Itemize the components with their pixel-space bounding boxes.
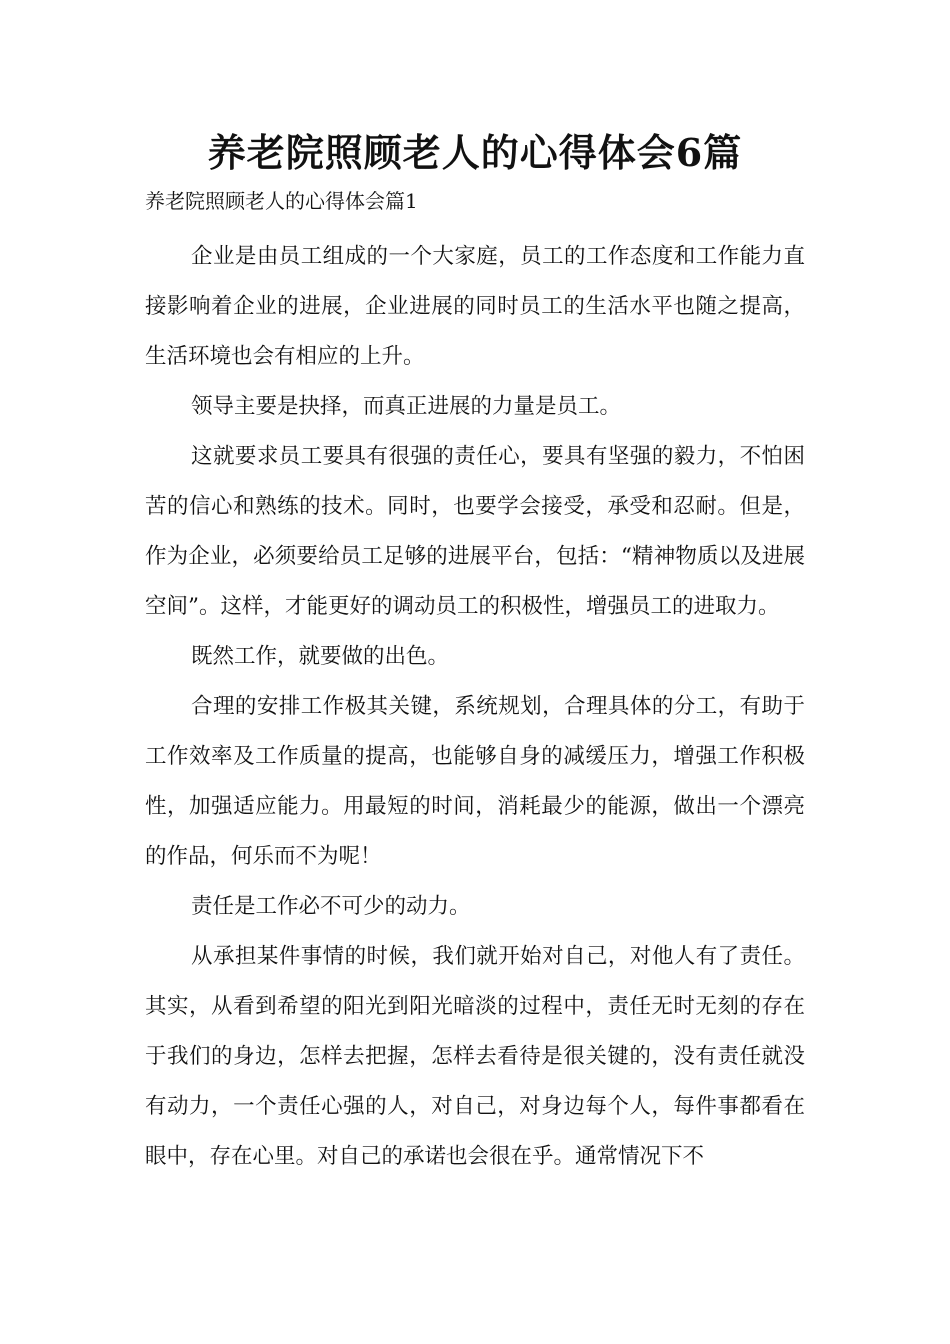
paragraph: 责任是工作必不可少的动力。 <box>191 894 471 919</box>
paragraph: 领导主要是抉择，而真正进展的力量是员工。 <box>191 394 622 419</box>
paragraph: 企业是由员工组成的一个大家庭，员工的工作态度和工作能力直接影响着企业的进展，企业进展的同时员工的生活水平也随之提高，生活环境也会有相应的上升。 <box>145 244 805 369</box>
paragraph: 这就要求员工要具有很强的责任心，要具有坚强的毅力，不怕困苦的信心和熟练的技术。同时，也要学会接受，承受和忍耐。但是，作为企业，必须要给员工足够的进展平台，包括：“精神物质以及进展空间”。这样，才能更好的调动员工的积极性，增强员工的进取力。 <box>145 444 805 619</box>
paragraph: 既然工作，就要做的出色。 <box>191 644 450 669</box>
paragraph: 从承担某件事情的时候，我们就开始对自己，对他人有了责任。其实，从看到希望的阳光到阳光暗淡的过程中，责任无时无刻的存在于我们的身边，怎样去把握，怎样去看待是很关键的，没有责任就没有动力，一个责任心强的人，对自己，对身边每个人，每件事都看在眼中，存在心里。对自己的承诺也会很在乎。通常情况下不 <box>145 944 805 1169</box>
document-body <box>145 232 805 1182</box>
document-title: 养老院照顾老人的心得体会6篇 <box>207 130 743 175</box>
paragraph: 合理的安排工作极其关键，系统规划，合理具体的分工，有助于工作效率及工作质量的提高，也能够自身的减缓压力，增强工作积极性，加强适应能力。用最短的时间，消耗最少的能源，做出一个漂亮的作品，何乐而不为呢！ <box>145 694 805 869</box>
section-heading: 养老院照顾老人的心得体会篇1 <box>145 189 418 213</box>
